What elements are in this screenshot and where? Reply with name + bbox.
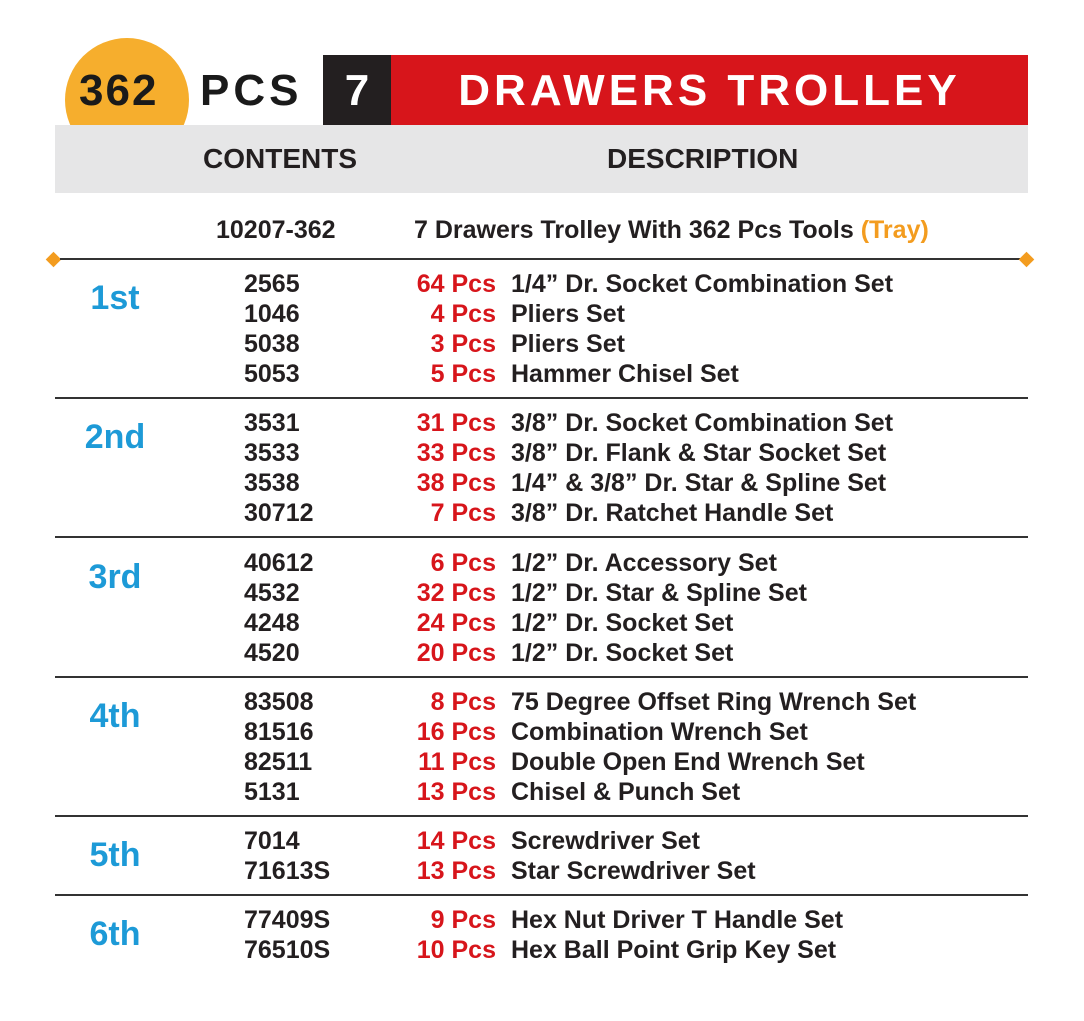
item-code: 5131 — [244, 778, 300, 806]
list-item — [0, 548, 1084, 578]
item-name: 1/2” Dr. Socket Set — [511, 639, 734, 667]
banner-title: DRAWERS TROLLEY — [391, 55, 1028, 125]
item-code: 4248 — [244, 609, 300, 637]
item-name: Hex Ball Point Grip Key Set — [511, 936, 837, 964]
right-diamond-icon — [1019, 252, 1035, 268]
item-code: 4532 — [244, 579, 300, 607]
list-item — [0, 359, 1084, 389]
list-item — [0, 329, 1084, 359]
list-item — [0, 408, 1084, 438]
drawer-label: 4th — [89, 697, 141, 735]
item-quantity: 20 Pcs — [416, 639, 496, 667]
piece-count: 362 — [79, 66, 159, 115]
item-name: 3/8” Dr. Ratchet Handle Set — [511, 499, 834, 527]
item-quantity: 6 Pcs — [430, 549, 496, 577]
pcs-label: PCS — [200, 66, 303, 115]
item-quantity: 7 Pcs — [430, 499, 496, 527]
section-divider — [55, 676, 1028, 678]
item-name: Hex Nut Driver T Handle Set — [511, 906, 844, 934]
model-description-text: 7 Drawers Trolley With 362 Pcs Tools — [414, 216, 854, 244]
model-note: (Tray) — [860, 216, 929, 244]
drawer-label: 2nd — [84, 418, 146, 456]
item-name: Pliers Set — [511, 300, 625, 328]
item-quantity: 3 Pcs — [430, 330, 496, 358]
list-item — [0, 269, 1084, 299]
item-name: 75 Degree Offset Ring Wrench Set — [511, 688, 917, 716]
section-divider — [55, 815, 1028, 817]
item-quantity: 14 Pcs — [416, 827, 496, 855]
section-divider — [55, 894, 1028, 896]
title-banner — [55, 55, 1028, 125]
item-name: 1/2” Dr. Star & Spline Set — [511, 579, 807, 607]
item-quantity: 24 Pcs — [416, 609, 496, 637]
list-item — [0, 935, 1084, 965]
item-code: 3533 — [244, 439, 300, 467]
item-name: Screwdriver Set — [511, 827, 700, 855]
item-quantity: 32 Pcs — [416, 579, 496, 607]
item-code: 5053 — [244, 360, 300, 388]
item-code: 77409S — [244, 906, 331, 934]
item-code: 30712 — [244, 499, 314, 527]
drawer-count: 7 — [323, 55, 391, 125]
item-quantity: 31 Pcs — [416, 409, 496, 437]
list-item — [0, 777, 1084, 807]
item-name: 1/4” & 3/8” Dr. Star & Spline Set — [511, 469, 887, 497]
item-quantity: 5 Pcs — [430, 360, 496, 388]
item-quantity: 33 Pcs — [416, 439, 496, 467]
list-item — [0, 905, 1084, 935]
top-divider — [60, 258, 1022, 260]
item-code: 3531 — [244, 409, 300, 437]
list-item — [0, 717, 1084, 747]
drawer-label: 6th — [89, 915, 141, 953]
item-name: 1/2” Dr. Socket Set — [511, 609, 734, 637]
item-code: 1046 — [244, 300, 300, 328]
list-item — [0, 747, 1084, 777]
item-code: 5038 — [244, 330, 300, 358]
item-code: 76510S — [244, 936, 331, 964]
drawer-label: 1st — [90, 279, 140, 317]
left-diamond-icon — [46, 252, 62, 268]
item-code: 71613S — [244, 857, 331, 885]
item-code: 82511 — [244, 748, 313, 776]
item-name: Pliers Set — [511, 330, 625, 358]
list-item — [0, 826, 1084, 856]
contents-header: CONTENTS — [203, 143, 357, 174]
item-name: Chisel & Punch Set — [511, 778, 741, 806]
item-quantity: 38 Pcs — [416, 469, 496, 497]
item-name: Star Screwdriver Set — [511, 857, 756, 885]
list-item — [0, 498, 1084, 528]
item-name: 3/8” Dr. Socket Combination Set — [511, 409, 894, 437]
list-item — [0, 468, 1084, 498]
item-quantity: 9 Pcs — [430, 906, 496, 934]
list-item — [0, 638, 1084, 668]
item-quantity: 8 Pcs — [430, 688, 496, 716]
list-item — [0, 578, 1084, 608]
item-code: 81516 — [244, 718, 314, 746]
drawer-label: 3rd — [88, 558, 142, 596]
item-code: 83508 — [244, 688, 314, 716]
section-divider — [55, 397, 1028, 399]
item-name: Combination Wrench Set — [511, 718, 808, 746]
item-quantity: 13 Pcs — [416, 857, 496, 885]
item-quantity: 16 Pcs — [416, 718, 496, 746]
item-name: Hammer Chisel Set — [511, 360, 739, 388]
item-quantity: 4 Pcs — [430, 300, 496, 328]
item-code: 7014 — [244, 827, 300, 855]
item-name: Double Open End Wrench Set — [511, 748, 865, 776]
item-code: 4520 — [244, 639, 300, 667]
model-description — [414, 212, 929, 248]
list-item — [0, 687, 1084, 717]
item-name: 1/4” Dr. Socket Combination Set — [511, 270, 894, 298]
description-header: DESCRIPTION — [607, 143, 799, 174]
item-quantity: 64 Pcs — [416, 270, 496, 298]
section-divider — [55, 536, 1028, 538]
item-code: 2565 — [244, 270, 300, 298]
list-item — [0, 856, 1084, 886]
model-code: 10207-362 — [216, 216, 336, 244]
item-quantity: 13 Pcs — [416, 778, 496, 806]
model-row — [0, 212, 1084, 248]
item-code: 40612 — [244, 549, 314, 577]
list-item — [0, 608, 1084, 638]
item-code: 3538 — [244, 469, 300, 497]
item-quantity: 10 Pcs — [416, 936, 496, 964]
drawer-label: 5th — [89, 836, 141, 874]
item-name: 1/2” Dr. Accessory Set — [511, 549, 777, 577]
item-quantity: 11 Pcs — [418, 748, 496, 776]
list-item — [0, 299, 1084, 329]
item-name: 3/8” Dr. Flank & Star Socket Set — [511, 439, 887, 467]
list-item — [0, 438, 1084, 468]
column-header-band — [55, 125, 1028, 193]
